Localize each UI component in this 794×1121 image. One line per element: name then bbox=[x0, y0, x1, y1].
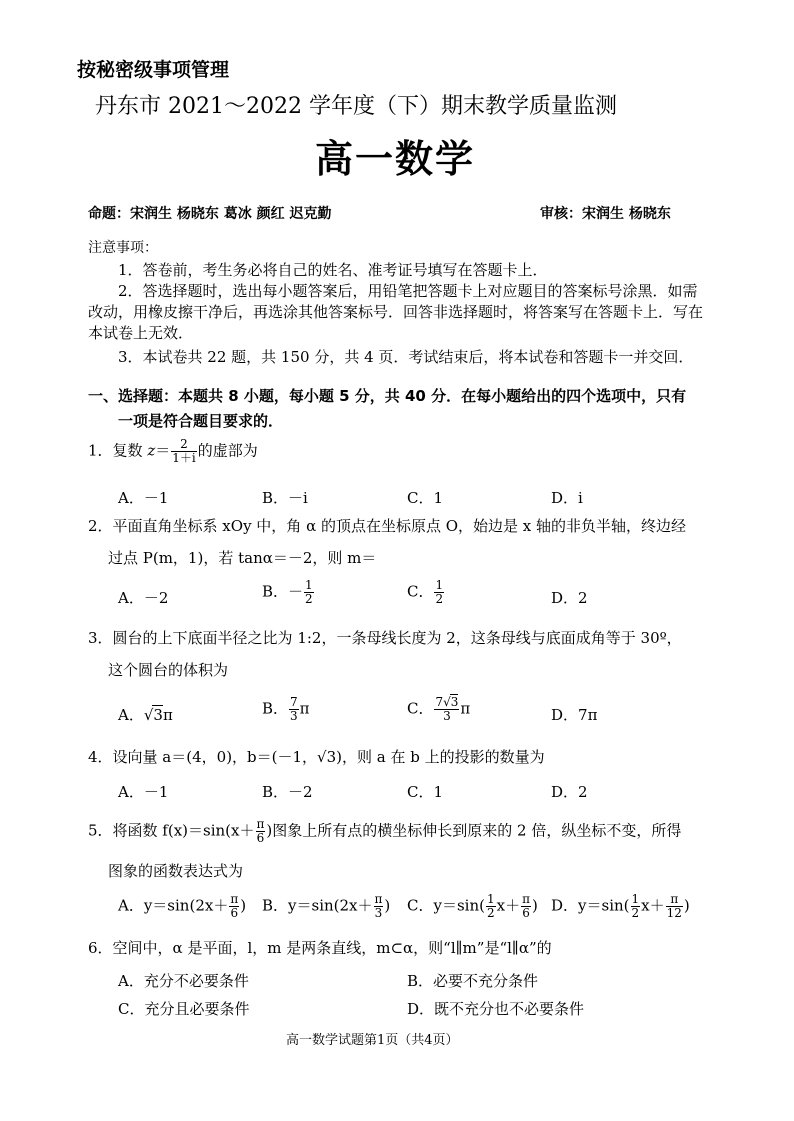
q1-option-a[interactable]: A．－1 bbox=[118, 489, 169, 507]
q5-d-fraction-1 bbox=[631, 893, 641, 920]
q2-c-den: 2 bbox=[435, 592, 444, 606]
q3-a-pi: π bbox=[162, 706, 173, 724]
q1-pre: 复数 bbox=[112, 441, 148, 460]
q5-d-den-1: 2 bbox=[631, 906, 640, 920]
q5-c-den-1: 2 bbox=[486, 906, 495, 920]
question-number: 1． bbox=[88, 441, 113, 460]
q5-option-b[interactable] bbox=[262, 893, 390, 920]
question-1-stem bbox=[88, 438, 258, 465]
q4-option-a[interactable]: A．－1 bbox=[118, 783, 169, 801]
q5-l1-den: 6 bbox=[256, 831, 265, 845]
q2-b-fraction bbox=[304, 579, 314, 606]
question-5-line2: 图象的函数表达式为 bbox=[108, 862, 244, 880]
q5-b-fraction bbox=[374, 893, 384, 920]
q5-d-pre: D．y＝sin( bbox=[551, 896, 630, 915]
q3-c-pi: π bbox=[460, 699, 471, 718]
q5-l1-fraction bbox=[256, 818, 266, 845]
q5-c-pre: C．y＝sin( bbox=[407, 896, 485, 915]
q5-c-den-2: 6 bbox=[522, 906, 530, 920]
q3-c-num-coef: 7 bbox=[435, 695, 444, 709]
q5-a-post: ) bbox=[240, 896, 247, 915]
q1-fraction bbox=[171, 438, 196, 465]
q1-eq: ＝ bbox=[155, 441, 171, 460]
q6-option-d[interactable]: D．既不充分也不必要条件 bbox=[407, 1000, 585, 1018]
q2-c-fraction bbox=[434, 579, 444, 606]
q1-denominator: 1＋i bbox=[172, 451, 196, 465]
q5-l1-post: )图象上所有点的横坐标伸长到原来的 2 倍，纵坐标不变，所得 bbox=[266, 821, 682, 840]
q5-a-pre: A．y＝sin(2x＋ bbox=[118, 896, 229, 915]
q3-b-fraction bbox=[289, 696, 299, 723]
q5-option-c[interactable] bbox=[407, 893, 538, 920]
q5-d-den-2: 12 bbox=[666, 906, 682, 920]
question-6-stem: 6．空间中，α 是平面，l，m 是两条直线，m⊂α，则“l∥m”是“l∥α”的 bbox=[88, 939, 552, 957]
exam-title: 丹东市 2021～2022 学年度（下）期末教学质量监测 bbox=[95, 94, 617, 119]
notice-title: 注意事项： bbox=[88, 240, 158, 256]
q2-c-num: 1 bbox=[435, 578, 444, 592]
q3-c-fraction bbox=[434, 696, 459, 723]
q3-a-radicand: 3 bbox=[153, 706, 163, 724]
q5-c-fraction-2 bbox=[521, 893, 531, 920]
q2-option-d[interactable]: D．2 bbox=[551, 589, 588, 607]
q3-b-pi: π bbox=[299, 699, 310, 718]
notice-item-1: 1．答卷前，考生务必将自己的姓名、准考证号填写在答题卡上． bbox=[118, 261, 548, 279]
q5-l1-num: π bbox=[256, 817, 265, 831]
q5-a-fraction bbox=[229, 893, 239, 920]
q1-numerator: 2 bbox=[171, 438, 196, 452]
section-heading-line2: 一项是符合题目要求的． bbox=[118, 412, 284, 430]
q5-option-d[interactable] bbox=[551, 893, 690, 920]
q2-option-c[interactable] bbox=[407, 579, 445, 606]
q6-option-c[interactable]: C．充分且必要条件 bbox=[118, 1000, 250, 1018]
q3-option-a[interactable]: A．√3π bbox=[118, 706, 173, 724]
q5-a-den: 6 bbox=[230, 906, 239, 920]
q6-option-a[interactable]: A．充分不必要条件 bbox=[118, 972, 249, 990]
q2-b-label: B．－ bbox=[262, 582, 304, 601]
q5-option-a[interactable] bbox=[118, 893, 246, 920]
q3-c-label: C． bbox=[407, 699, 434, 718]
notice-item-2: 2．答选择题时，选出每小题答案后，用铅笔把答题卡上对应题目的答案标号涂黑．如需改动，用橡皮擦干净后，再选涂其他答案标号．回答非选择题时，将答案写在答题卡上．写在本试卷上无效． bbox=[88, 282, 704, 342]
question-2-line1: 2．平面直角坐标系 xOy 中，角 α 的顶点在坐标原点 O，始边是 x 轴的非负半轴，终边经 bbox=[88, 517, 687, 535]
q3-option-c[interactable] bbox=[407, 696, 470, 723]
q3-b-den: 3 bbox=[290, 709, 298, 723]
q5-c-num-1: 1 bbox=[486, 892, 495, 906]
q5-a-num: π bbox=[230, 892, 239, 906]
q1-option-b[interactable]: B．－i bbox=[262, 489, 308, 507]
q4-option-b[interactable]: B．－2 bbox=[262, 783, 313, 801]
q5-b-pre: B．y＝sin(2x＋ bbox=[262, 896, 373, 915]
q1-variable: z bbox=[147, 441, 156, 460]
q3-b-label: B． bbox=[262, 699, 289, 718]
q4-option-c[interactable]: C．1 bbox=[407, 783, 444, 801]
q2-c-label: C． bbox=[407, 582, 434, 601]
q5-d-post: ) bbox=[683, 896, 690, 915]
q4-option-d[interactable]: D．2 bbox=[551, 783, 588, 801]
subject-title: 高一数学 bbox=[315, 137, 476, 181]
q5-b-num: π bbox=[374, 892, 383, 906]
question-4-stem: 4．设向量 a＝(4，0)，b＝(－1，√3)，则 a 在 b 上的投影的数量为 bbox=[88, 748, 545, 766]
q5-l1-pre: 5．将函数 f(x)＝sin(x＋ bbox=[88, 821, 255, 840]
reviewers-line: 审核：宋润生 杨晓东 bbox=[540, 206, 671, 222]
q3-a-label: A． bbox=[118, 706, 144, 724]
q5-c-fraction-1 bbox=[486, 893, 496, 920]
section-heading-line1: 一、选择题：本题共 8 小题，每小题 5 分，共 40 分．在每小题给出的四个选项中，只有 bbox=[88, 387, 687, 405]
q5-c-post: ) bbox=[531, 896, 538, 915]
q1-option-c[interactable]: C．1 bbox=[407, 489, 444, 507]
q5-c-mid: x＋ bbox=[496, 896, 521, 915]
question-3-line2: 这个圆台的体积为 bbox=[108, 661, 229, 679]
page-footer: 高一数学试题第1页（共4页） bbox=[286, 1033, 459, 1048]
q2-b-den: 2 bbox=[305, 592, 313, 606]
q2-b-num: 1 bbox=[305, 578, 313, 592]
confidential-label: 按秘密级事项管理 bbox=[77, 59, 230, 81]
q5-d-mid: x＋ bbox=[641, 896, 665, 915]
question-2-line2: 过点 P(m，1)，若 tanα＝－2，则 m＝ bbox=[108, 549, 377, 567]
q5-b-den: 3 bbox=[374, 906, 383, 920]
q2-option-a[interactable]: A．－2 bbox=[118, 589, 169, 607]
q3-c-num: 7√3 bbox=[435, 695, 459, 709]
q6-option-b[interactable]: B．必要不充分条件 bbox=[407, 972, 539, 990]
q3-c-den: 3 bbox=[443, 709, 451, 723]
question-3-line1: 3．圆台的上下底面半径之比为 1:2，一条母线长度为 2，这条母线与底面成角等于 30º， bbox=[88, 629, 682, 647]
q3-option-d[interactable]: D．7π bbox=[551, 706, 598, 724]
q2-option-b[interactable] bbox=[262, 579, 315, 606]
q5-b-post: ) bbox=[384, 896, 391, 915]
q5-c-num-2: π bbox=[522, 892, 530, 906]
authors-line: 命题：宋润生 杨晓东 葛冰 颜红 迟克勤 bbox=[88, 206, 332, 222]
q1-post: 的虚部为 bbox=[197, 441, 258, 460]
notice-item-3: 3．本试卷共 22 题，共 150 分，共 4 页．考试结束后，将本试卷和答题卡一并交回． bbox=[118, 348, 694, 366]
q3-b-num: 7 bbox=[290, 695, 298, 709]
q3-option-b[interactable] bbox=[262, 696, 310, 723]
q5-d-num-1: 1 bbox=[631, 892, 640, 906]
q1-option-d[interactable]: D．i bbox=[551, 489, 583, 507]
q3-c-num-radicand: 3 bbox=[450, 695, 459, 709]
q5-d-fraction-2 bbox=[666, 893, 683, 920]
q5-d-num-2: π bbox=[666, 893, 683, 907]
question-5-line1 bbox=[88, 818, 681, 845]
